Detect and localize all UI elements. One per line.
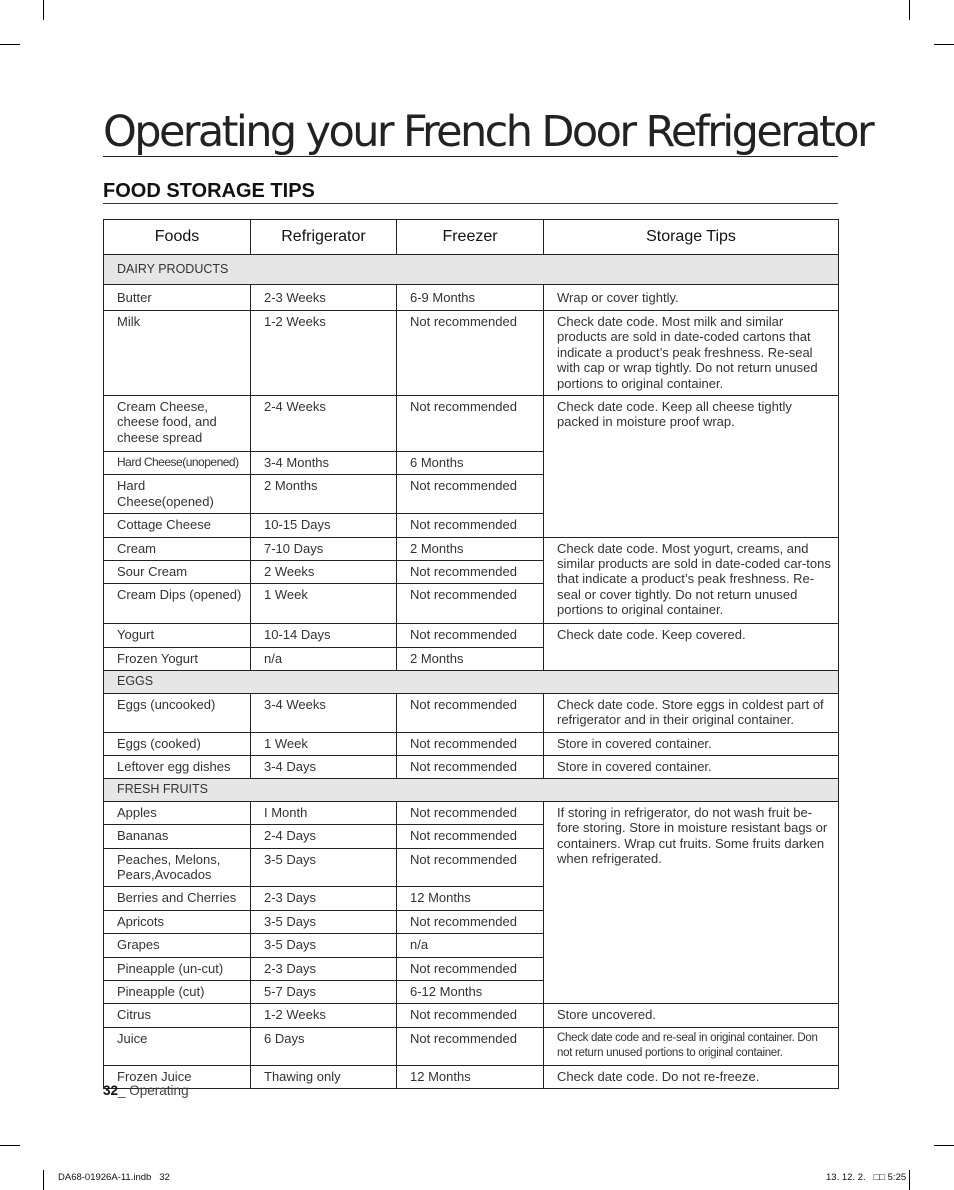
fridge-cell: 10-14 Days: [251, 624, 397, 647]
fridge-cell: 10-15 Days: [251, 514, 397, 537]
food-cell: Hard Cheese(opened): [104, 475, 251, 514]
food-cell: Peaches, Melons, Pears,Avocados: [104, 848, 251, 887]
fridge-cell: 1 Week: [251, 584, 397, 624]
category-label: EGGS: [104, 671, 839, 693]
fridge-cell: 1 Week: [251, 732, 397, 755]
freezer-cell: Not recommended: [397, 561, 544, 584]
tip-cell: Check date code. Keep covered.: [544, 624, 839, 671]
table-row: [104, 801, 839, 824]
fridge-cell: 2-3 Weeks: [251, 285, 397, 311]
freezer-cell: Not recommended: [397, 825, 544, 848]
freezer-cell: Not recommended: [397, 755, 544, 778]
freezer-cell: 2 Months: [397, 537, 544, 560]
food-cell: Apples: [104, 801, 251, 824]
category-row: [104, 779, 839, 801]
fridge-cell: Thawing only: [251, 1065, 397, 1088]
freezer-cell: Not recommended: [397, 957, 544, 980]
food-cell: Cream Dips (opened): [104, 584, 251, 624]
crop-mark: [934, 44, 954, 45]
freezer-cell: 2 Months: [397, 647, 544, 670]
freezer-cell: Not recommended: [397, 848, 544, 887]
crop-mark: [909, 0, 910, 20]
table-row: [104, 624, 839, 647]
food-cell: Butter: [104, 285, 251, 311]
freezer-cell: Not recommended: [397, 624, 544, 647]
tip-cell: Wrap or cover tightly.: [544, 285, 839, 311]
header-freezer: Freezer: [397, 220, 544, 255]
tip-cell: If storing in refrigerator, do not wash fruit be-fore storing. Store in moisture resistant bags or containers. Wrap cut fruits. Some fruits darken when refrigerated.: [544, 801, 839, 1004]
tip-cell: Check date code. Most yogurt, creams, and similar products are sold in date-coded car-tons that indicate a product’s peak freshness. Re-seal or cover tightly. Do not return unused portions to original container.: [544, 537, 839, 624]
fridge-cell: 3-5 Days: [251, 848, 397, 887]
table-row: [104, 311, 839, 396]
page-number: 32: [103, 1083, 119, 1098]
table-header-row: [104, 220, 839, 255]
table-row: [104, 537, 839, 560]
fridge-cell: 3-4 Days: [251, 755, 397, 778]
fridge-cell: 2-4 Weeks: [251, 396, 397, 452]
fridge-cell: 3-5 Days: [251, 910, 397, 933]
freezer-cell: Not recommended: [397, 311, 544, 396]
fridge-cell: 5-7 Days: [251, 980, 397, 1003]
crop-mark: [0, 1145, 20, 1146]
freezer-cell: n/a: [397, 934, 544, 957]
food-cell: Frozen Yogurt: [104, 647, 251, 670]
print-timestamp: 13. 12. 2. □□ 5:25: [826, 1172, 907, 1183]
fridge-cell: 1-2 Weeks: [251, 1004, 397, 1027]
category-row: [104, 671, 839, 693]
food-cell: Hard Cheese(unopened): [104, 452, 251, 475]
fridge-cell: 3-4 Months: [251, 452, 397, 475]
food-storage-table: [103, 219, 839, 1089]
fridge-cell: 7-10 Days: [251, 537, 397, 560]
food-cell: Eggs (uncooked): [104, 693, 251, 732]
category-label: FRESH FRUITS: [104, 779, 839, 801]
fridge-cell: 2-4 Days: [251, 825, 397, 848]
table-row: [104, 396, 839, 452]
fridge-cell: 3-4 Weeks: [251, 693, 397, 732]
food-cell: Cottage Cheese: [104, 514, 251, 537]
food-cell: Apricots: [104, 910, 251, 933]
freezer-cell: Not recommended: [397, 910, 544, 933]
fridge-cell: 1-2 Weeks: [251, 311, 397, 396]
food-cell: Frozen Juice: [104, 1065, 251, 1088]
tip-cell: Store uncovered.: [544, 1004, 839, 1027]
table-row: [104, 1004, 839, 1027]
food-cell: Pineapple (un-cut): [104, 957, 251, 980]
fridge-cell: 2 Weeks: [251, 561, 397, 584]
freezer-cell: Not recommended: [397, 475, 544, 514]
food-cell: Cream: [104, 537, 251, 560]
food-cell: Eggs (cooked): [104, 732, 251, 755]
table-row: [104, 732, 839, 755]
freezer-cell: Not recommended: [397, 396, 544, 452]
freezer-cell: 6-12 Months: [397, 980, 544, 1003]
fridge-cell: I Month: [251, 801, 397, 824]
table-row: [104, 693, 839, 732]
crop-mark: [909, 1170, 910, 1190]
freezer-cell: Not recommended: [397, 514, 544, 537]
food-cell: Berries and Cherries: [104, 887, 251, 910]
footer-section: _ Operating: [118, 1083, 189, 1098]
tip-cell: Check date code. Most milk and similar products are sold in date-coded cartons that indicate a product’s peak freshness. Re-seal with cap or wrap tightly. Do not return unused portions to original container.: [544, 311, 839, 396]
food-cell: Pineapple (cut): [104, 980, 251, 1003]
fridge-cell: 3-5 Days: [251, 934, 397, 957]
freezer-cell: Not recommended: [397, 732, 544, 755]
tip-cell: Check date code and re-seal in original container. Don not return unused portions to original container.: [544, 1027, 839, 1065]
page-title: Operating your French Door Refrigerator: [103, 107, 873, 157]
food-cell: Grapes: [104, 934, 251, 957]
tip-cell: Check date code. Do not re-freeze.: [544, 1065, 839, 1088]
fridge-cell: n/a: [251, 647, 397, 670]
fridge-cell: 2-3 Days: [251, 887, 397, 910]
freezer-cell: Not recommended: [397, 693, 544, 732]
page-footer: [103, 1083, 189, 1098]
tip-cell: Store in covered container.: [544, 732, 839, 755]
food-cell: Juice: [104, 1027, 251, 1065]
file-info: DA68-01926A-11.indb 32: [58, 1172, 170, 1183]
table-row: [104, 1027, 839, 1065]
tip-cell: Check date code. Keep all cheese tightly packed in moisture proof wrap.: [544, 396, 839, 538]
fridge-cell: 2-3 Days: [251, 957, 397, 980]
tip-cell: Store in covered container.: [544, 755, 839, 778]
crop-mark: [43, 1170, 44, 1190]
fridge-cell: 6 Days: [251, 1027, 397, 1065]
crop-mark: [0, 44, 20, 45]
crop-mark: [43, 0, 44, 20]
category-row: [104, 255, 839, 285]
table-row: [104, 755, 839, 778]
freezer-cell: 6 Months: [397, 452, 544, 475]
food-cell: Cream Cheese, cheese food, and cheese spread: [104, 396, 251, 452]
header-foods: Foods: [104, 220, 251, 255]
section-title: FOOD STORAGE TIPS: [103, 179, 838, 204]
freezer-cell: Not recommended: [397, 584, 544, 624]
header-refrigerator: Refrigerator: [251, 220, 397, 255]
freezer-cell: 12 Months: [397, 887, 544, 910]
food-cell: Milk: [104, 311, 251, 396]
freezer-cell: 6-9 Months: [397, 285, 544, 311]
freezer-cell: 12 Months: [397, 1065, 544, 1088]
food-cell: Bananas: [104, 825, 251, 848]
fridge-cell: 2 Months: [251, 475, 397, 514]
table-row: [104, 285, 839, 311]
header-storage-tips: Storage Tips: [544, 220, 839, 255]
food-cell: Leftover egg dishes: [104, 755, 251, 778]
crop-mark: [934, 1145, 954, 1146]
food-cell: Yogurt: [104, 624, 251, 647]
freezer-cell: Not recommended: [397, 1004, 544, 1027]
category-label: DAIRY PRODUCTS: [104, 255, 839, 285]
food-cell: Citrus: [104, 1004, 251, 1027]
tip-cell: Check date code. Store eggs in coldest part of refrigerator and in their original container.: [544, 693, 839, 732]
freezer-cell: Not recommended: [397, 1027, 544, 1065]
freezer-cell: Not recommended: [397, 801, 544, 824]
food-cell: Sour Cream: [104, 561, 251, 584]
table-row: [104, 1065, 839, 1088]
